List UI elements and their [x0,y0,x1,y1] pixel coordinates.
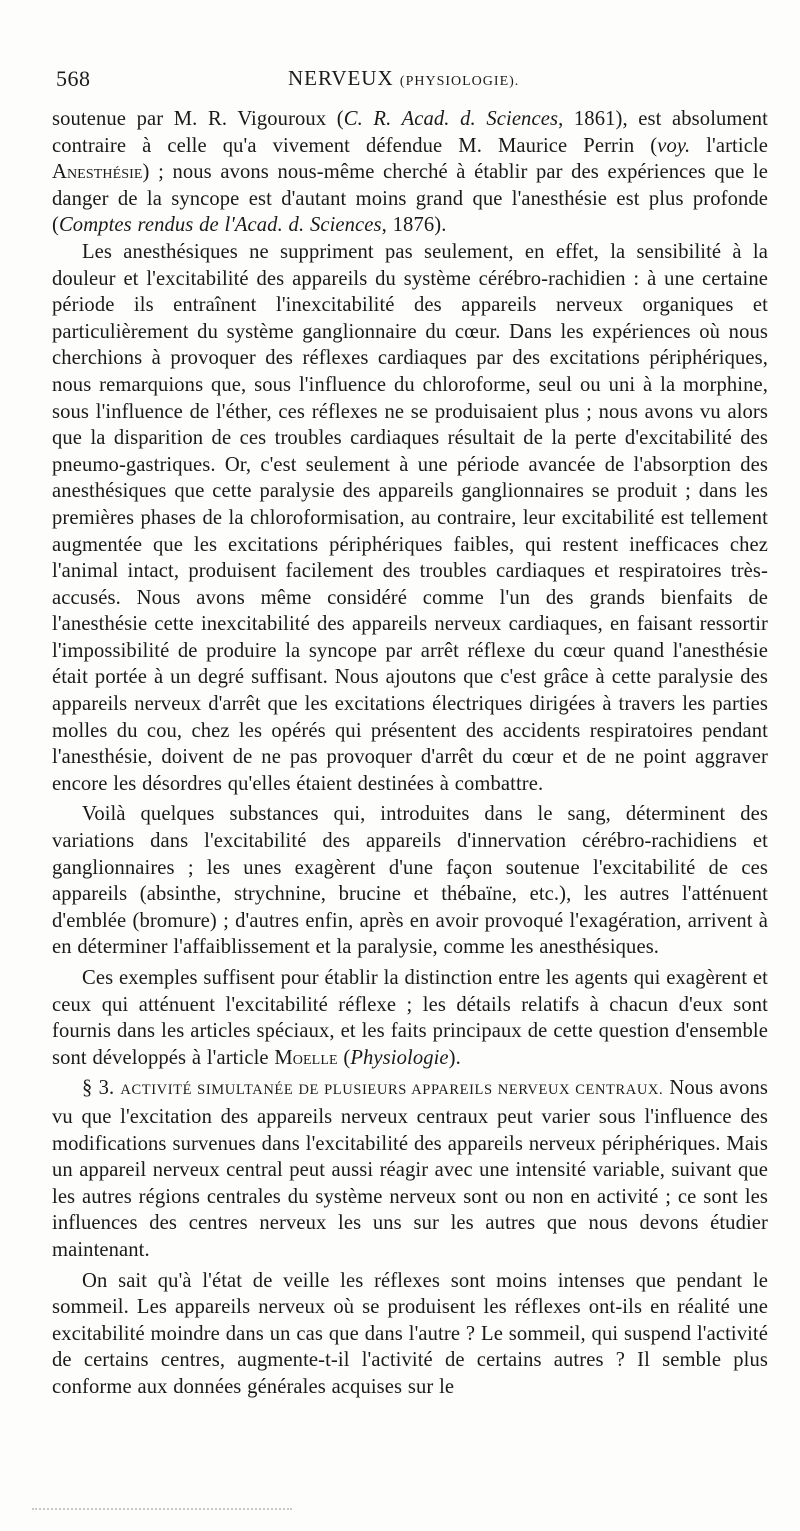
text-run: ). [448,1046,461,1069]
text-run: l'article [690,134,768,157]
paragraph-continuation [52,106,768,239]
section-heading: ACTIVITÉ SIMULTANÉE DE PLUSIEURS APPAREILS NERVEUX CENTRAUX. [120,1082,664,1099]
page-number: 568 [56,66,91,91]
text-run: Ces exemples suffisent pour établir la distinction entre les agents qui exagèrent et ceux qui atténuent l'excitabilité réflexe ; les détails relatifs à chacun d'eux sont fournis dans les articles spéciaux, et les faits principaux de cette question d'ensemble sont développés à l'article [52,967,768,1069]
citation-journal: Comptes rendus de l'Acad. d. Sciences [58,214,382,237]
paragraph-substances: Voilà quelques substances qui, introduites dans le sang, déterminent des variations dans l'excitabilité des appareils d'innervation cérébro-rachidiens et ganglionnaires ; les unes exagèrent d'une façon soutenue l'excitabilité de ces appareils (absinthe, strychnine, brucine et thébaïne, etc.), les autres l'atténuent d'emblée (bromure) ; d'autres enfin, après en avoir provoqué l'exagération, arrivent à en déterminer l'affaiblissement et la paralysie, comme les anesthésiques. [52,803,768,959]
article-reference: Moelle [274,1046,338,1069]
text-run: ) ; nous avons nous-même cherché à établir par des expériences que le danger de la syncope est d'autant moins grand que l'anesthésie est plus profonde ( [52,161,768,237]
running-head-subtitle: (PHYSIOLOGIE). [399,74,520,89]
article-subtitle: Physiologie [350,1046,449,1069]
running-head [288,66,519,91]
body-text [52,106,768,1401]
text-run: Nous avons vu que l'excitation des appareils nerveux centraux peut varier sous l'influence des modifications survenues dans l'excitabilité des appareils nerveux périphériques. Mais un appareil nerveux central peut aussi réagir avec une intensité variable, suivant que les autres régions centrales du système nerveux sont ou non en activité ; ce sont les influences des centres nerveux les uns sur les autres que nous devons étudier maintenant. [52,1077,768,1261]
voy-abbrev: voy. [657,134,691,157]
running-head-title: NERVEUX [288,66,394,90]
paragraph-anesthesiques: Les anesthésiques ne suppriment pas seulement, en effet, la sensibilité à la douleur et l'excitabilité des appareils du système cérébro-rachidien : à une certaine période ils entraînent l'inexcitabilité des appareils nerveux organiques et particulièrement du système ganglionnaire du cœur. Dans les expériences où nous cherchions à provoquer des réflexes cardiaques par des excitations périphériques, nous remarquions que, sous l'influence du chloroforme, seul ou uni à la morphine, sous l'influence de l'éther, ces réflexes ne se produisaient plus ; nous avons vu alors que la disparition de ces troubles cardiaques résultait de la perte d'excitabilité des pneumo-gastriques. Or, c'est seulement à une période avancée de l'absorption des anesthésiques que cette paralysie des appareils ganglionnaires se produit ; dans les premières phases de la chloroformisation, au contraire, leur excitabilité est tellement augmentée que les excitations périphériques faibles, qui restent inefficaces chez l'animal intact, produisent facilement des troubles cardiaques et respiratoires très-accusés. Nous avons même considéré comme l'un des grands bienfaits de l'anesthésie cette inexcitabilité des appareils nerveux cardiaques, en faisant ressortir l'impossibilité de produire la syncope par arrêt réflexe du cœur quand l'anesthésie était portée à un degré suffisant. Nous ajoutons que c'est grâce à cette paralysie des appareils nerveux d'arrêt que les excitations électriques dirigées à travers les parties molles du cou, chez les opérés qui présentent des accidents respiratoires pendant l'anesthésie, doivent de ne pas provoquer d'arrêt du cœur et de ne point aggraver encore les désordres qu'elles étaient destinées à combattre. [52,240,768,795]
paragraph-section-3 [52,1075,768,1263]
paragraph-sommeil: On sait qu'à l'état de veille les réflexes sont moins intenses que pendant le sommeil. Les appareils nerveux où se produisent les réflexes ont-ils en réalité une excitabilité moindre dans un cas que dans l'autre ? Le sommeil, qui suspend l'activité de certains centres, augmente-t-il l'activité de certains autres ? Il semble plus conforme aux données générales acquises sur le [52,1269,768,1398]
text-run: , 1861), est absolument contraire à celle qu'a vivement défendue M. Maurice Perrin ( [52,108,768,157]
article-reference: Anesthésie [52,161,143,184]
section-mark: § 3. [82,1077,115,1100]
text-run: ( [337,1046,351,1069]
scan-artifact-dots [32,1508,292,1512]
paragraph-exemples [52,965,768,1071]
text-run: , 1876). [381,214,447,237]
citation-journal: C. R. Acad. d. Sciences [343,108,559,130]
page-header [56,66,746,100]
text-run: soutenue par M. R. Vigouroux ( [52,108,344,130]
